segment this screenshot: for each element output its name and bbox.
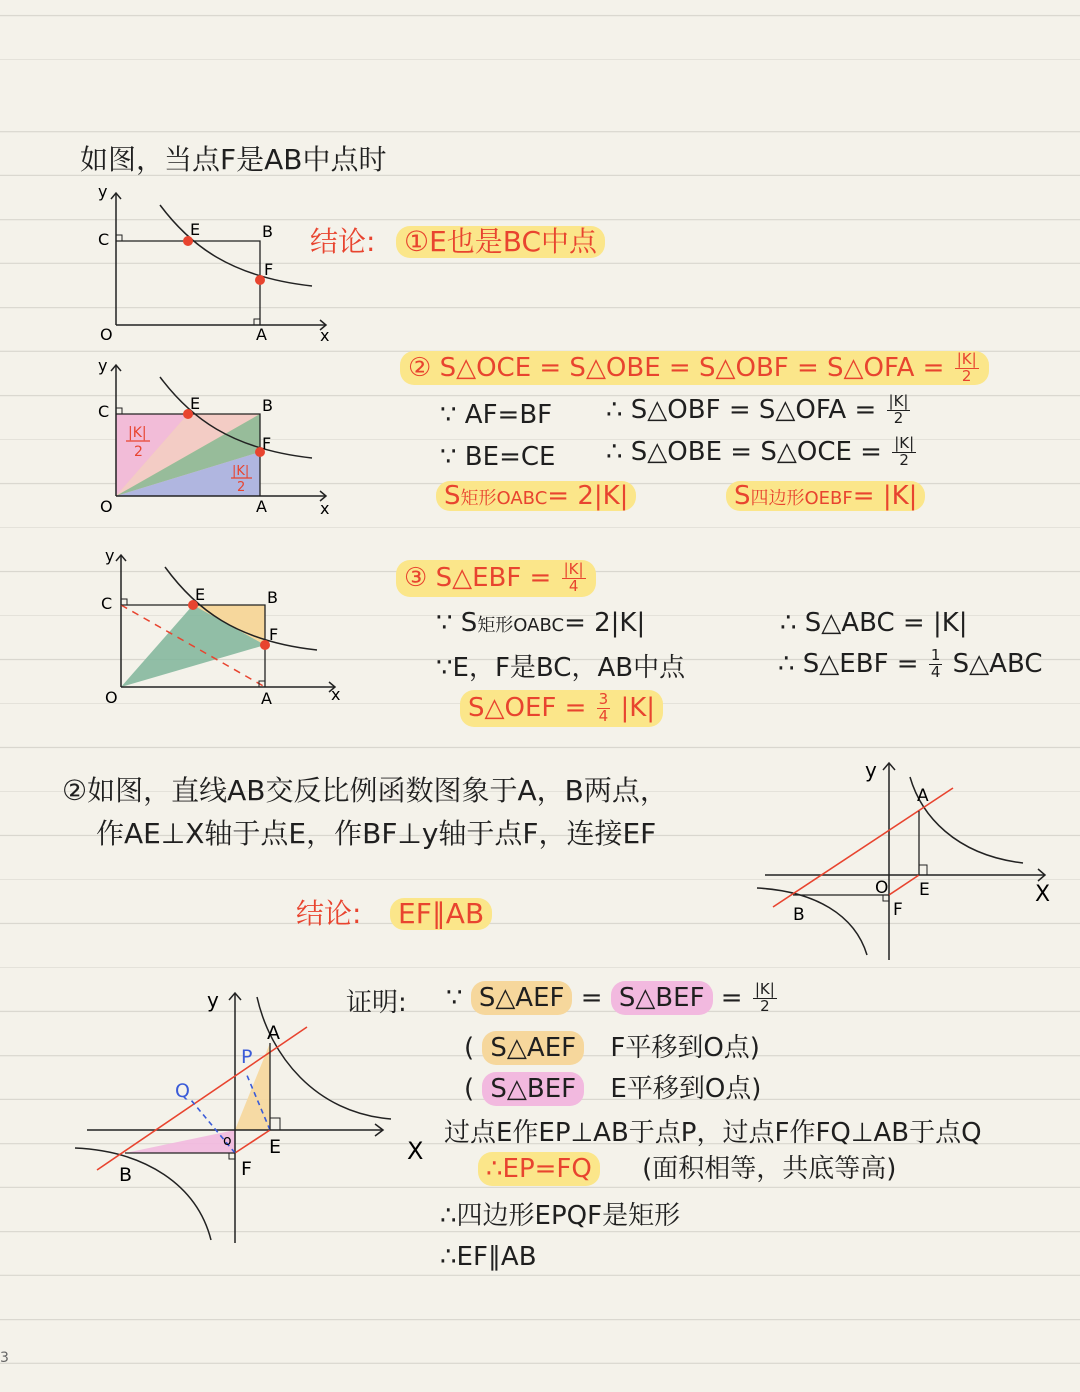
proof-line-7: ∴EF∥AB bbox=[440, 1242, 537, 1272]
fig1-label-A: A bbox=[256, 325, 267, 344]
figure-1-hyperbola-rectangle bbox=[90, 182, 340, 345]
fig4-label-F: F bbox=[893, 900, 903, 920]
proof-line-2: ( S△AEF F平移到O点) bbox=[464, 1033, 760, 1063]
fig2-frac-den-1: 2 bbox=[134, 444, 143, 460]
proof-line-3: ( S△BEF E平移到O点) bbox=[464, 1074, 762, 1104]
fig1-label-F: F bbox=[264, 260, 274, 279]
fig5-label-B: B bbox=[119, 1164, 133, 1186]
fig2-label-x: x bbox=[320, 499, 330, 518]
fig5-label-o: o bbox=[223, 1133, 232, 1149]
fig1-label-O: O bbox=[100, 325, 113, 344]
s2-line-1a: ∵ AF=BF bbox=[440, 400, 553, 430]
fig3-label-y: y bbox=[105, 546, 115, 565]
s3-lead: ③ S△EBF = $\frac{|K|}{4}$ bbox=[396, 560, 596, 597]
page-heading: 如图，当点F是AB中点时 bbox=[80, 143, 387, 176]
proof-line-1: ∵ S△AEF = S△BEF = $\frac{|K|}{2}$ bbox=[446, 980, 775, 1015]
page-number: 3 bbox=[0, 1350, 9, 1366]
figure-5-proof bbox=[75, 985, 435, 1250]
fig1-label-B: B bbox=[262, 222, 273, 241]
fig5-label-F: F bbox=[241, 1158, 252, 1180]
fig5-label-E: E bbox=[269, 1136, 282, 1158]
proof-line-5: ∴EP=FQ (面积相等，共底等高) bbox=[478, 1156, 896, 1182]
fig2-frac-num-2: |K| bbox=[232, 464, 250, 479]
s3-line-2a: ∵E，F是BC，AB中点 bbox=[436, 653, 686, 683]
fig3-label-O: O bbox=[105, 688, 118, 707]
fig1-label-C: C bbox=[98, 230, 110, 249]
s2-lead-text: ② S△OCE = S△OBE = S△OBF = S△OFA = bbox=[408, 352, 945, 383]
s2-quad-area: S四边形OEBF= |K| bbox=[726, 481, 925, 511]
figure-4-line-hyperbola bbox=[755, 755, 1065, 965]
s3-line-1b: ∴ S△ABC = |K| bbox=[780, 608, 968, 638]
s2-line-1b: ∴ S△OBF = S△OFA = $\frac{|K|}{2}$ bbox=[606, 392, 909, 427]
conclusion-1-text: ①E也是BC中点 bbox=[396, 226, 605, 258]
fig4-label-O: O bbox=[875, 878, 889, 898]
fig3-label-A: A bbox=[261, 689, 272, 708]
s2-line-2b: ∴ S△OBE = S△OCE = $\frac{|K|}{2}$ bbox=[606, 434, 915, 469]
fig4-label-X: X bbox=[1035, 882, 1051, 907]
proof-label: 证明: bbox=[346, 988, 407, 1018]
s2-line-2a: ∵ BE=CE bbox=[440, 442, 556, 472]
fig2-label-y: y bbox=[98, 356, 108, 375]
s2-rect-area: S矩形OABC= 2|K| bbox=[436, 481, 636, 511]
fig2-label-O: O bbox=[100, 497, 113, 516]
fig1-label-x: x bbox=[320, 326, 330, 345]
fig2-frac-num-1: |K| bbox=[128, 425, 147, 441]
fig3-label-C: C bbox=[101, 594, 113, 613]
fig5-label-A: A bbox=[267, 1022, 280, 1044]
fig3-label-F: F bbox=[269, 625, 279, 644]
fig2-label-A: A bbox=[256, 497, 267, 516]
fig5-label-X: X bbox=[407, 1137, 424, 1165]
part2-line-1: ②如图，直线AB交反比例函数图象于A，B两点， bbox=[62, 774, 668, 807]
part2-line-2: 作AE⊥X轴于点E，作BF⊥y轴于点F，连接EF bbox=[96, 817, 657, 850]
part2-conclusion-label: 结论: bbox=[296, 897, 362, 930]
fig4-label-B: B bbox=[793, 905, 805, 925]
s3-line-3: S△OEF = $\frac{3}{4}$ |K| bbox=[460, 690, 663, 727]
s3-line-1a: ∵ S矩形OABC= 2|K| bbox=[436, 608, 646, 638]
fig2-label-B: B bbox=[262, 396, 273, 415]
fig5-label-y: y bbox=[207, 988, 219, 1012]
figure-3-triangles bbox=[95, 545, 350, 710]
s2-lead-frac: $\frac{|K|}{2}$ bbox=[956, 350, 977, 385]
fig4-label-A: A bbox=[917, 786, 929, 806]
part2-conclusion-text: EF∥AB bbox=[390, 898, 492, 930]
s3-line-2b: ∴ S△EBF = $\frac{1}{4}$ S△ABC bbox=[778, 646, 1043, 681]
fig2-label-C: C bbox=[98, 402, 110, 421]
fig3-label-x: x bbox=[331, 685, 341, 704]
proof-line-6: ∴四边形EPQF是矩形 bbox=[440, 1201, 681, 1231]
fig4-label-E: E bbox=[919, 880, 930, 900]
proof-line-4: 过点E作EP⊥AB于点P，过点F作FQ⊥AB于点Q bbox=[444, 1118, 982, 1148]
fig2-frac-den-2: 2 bbox=[237, 480, 246, 495]
fig2-label-F: F bbox=[262, 434, 272, 453]
fig1-label-y: y bbox=[98, 182, 108, 201]
conclusion-1-label: 结论: bbox=[310, 225, 376, 258]
fig3-label-B: B bbox=[267, 588, 278, 607]
fig1-label-E: E bbox=[190, 220, 201, 239]
s2-line-lead bbox=[400, 352, 989, 385]
figure-2-shaded-areas bbox=[90, 355, 340, 518]
fig5-label-P: P bbox=[241, 1046, 253, 1068]
fig2-label-E: E bbox=[190, 394, 201, 413]
fig5-label-Q: Q bbox=[175, 1080, 190, 1102]
fig3-label-E: E bbox=[195, 585, 206, 604]
fig4-label-y: y bbox=[865, 758, 877, 782]
